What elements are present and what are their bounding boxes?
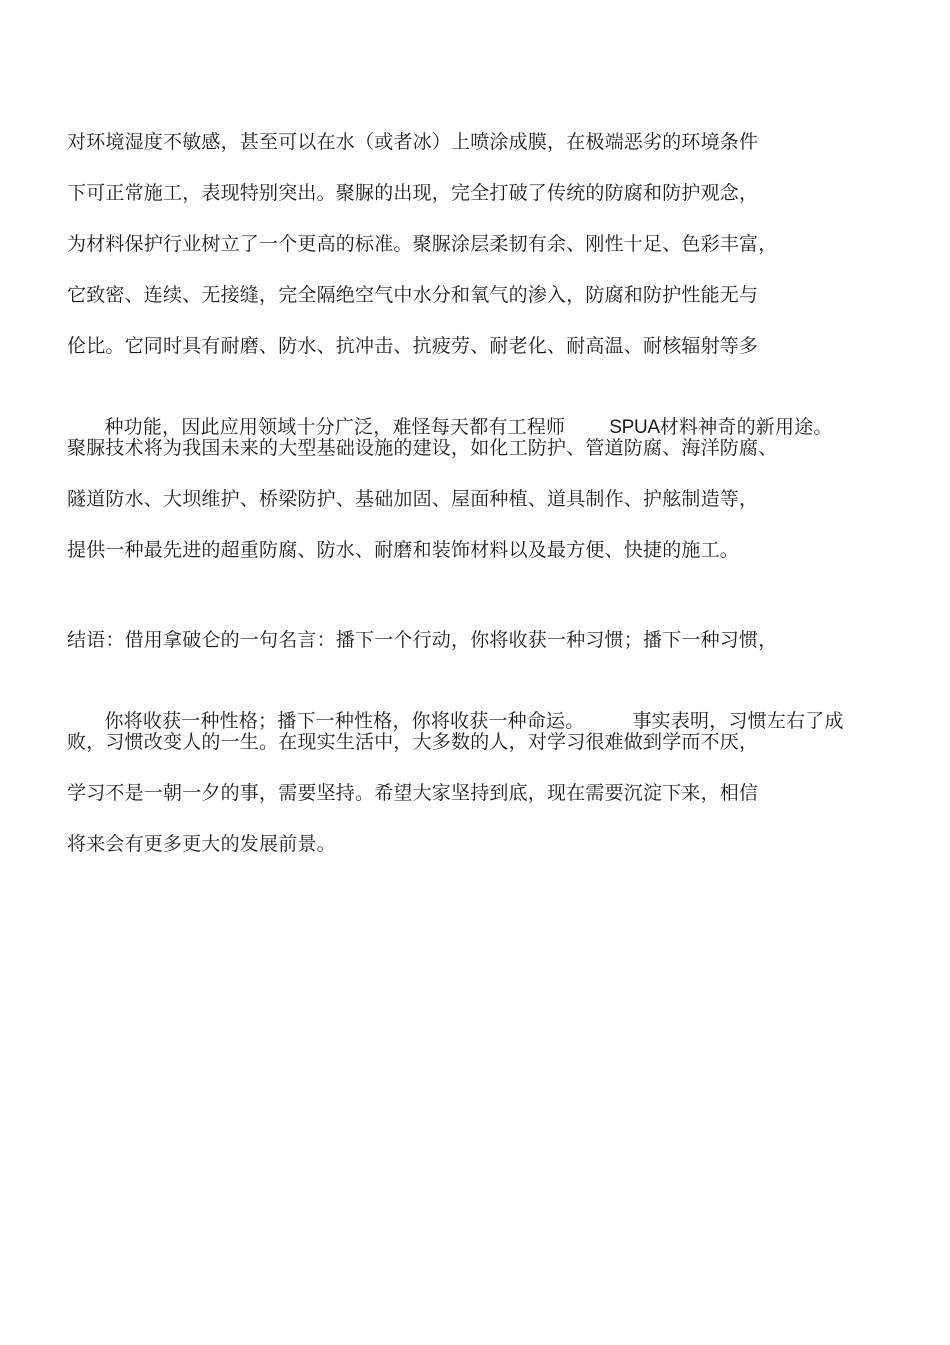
text-line: 败，习惯改变人的一生。在现实生活中，大多数的人，对学习很难做到学而不厌， bbox=[67, 731, 759, 753]
text-segment: 你将收获一种性格；播下一种性格，你将收获一种命运。 bbox=[104, 710, 585, 732]
text-line: 对环境湿度不敏感，甚至可以在水（或者冰）上喷涂成膜，在极端恶劣的环境条件 bbox=[67, 131, 759, 153]
text-line: 学习不是一朝一夕的事，需要坚持。希望大家坚持到底，现在需要沉淀下来，相信 bbox=[67, 782, 759, 804]
text-line: 它致密、连续、无接缝，完全隔绝空气中水分和氧气的渗入，防腐和防护性能无与 bbox=[67, 284, 759, 306]
text-line: 下可正常施工，表现特别突出。聚脲的出现，完全打破了传统的防腐和防护观念， bbox=[67, 182, 759, 204]
text-segment: 材料神奇的新用途。 bbox=[659, 416, 833, 438]
paragraph-conclusion bbox=[67, 625, 887, 880]
text-line: 隧道防水、大坝维护、桥梁防护、基础加固、屋面种植、道具制作、护舷制造等， bbox=[67, 488, 759, 510]
text-line: 伦比。它同时具有耐磨、防水、抗冲击、抗疲劳、耐老化、耐高温、耐核辐射等多 bbox=[67, 335, 759, 357]
paragraph-polyurea bbox=[67, 127, 887, 586]
text-segment: 种功能，因此应用领域十分广泛，难怪每天都有工程师 bbox=[104, 416, 566, 438]
spua-term: SPUA bbox=[609, 417, 660, 438]
text-segment: 事实表明，习惯左右了成 bbox=[632, 710, 844, 732]
text-line: 聚脲技术将为我国未来的大型基础设施的建设，如化工防护、管道防腐、海洋防腐、 bbox=[67, 437, 778, 459]
text-line: 为材料保护行业树立了一个更高的标准。聚脲涂层柔韧有余、刚性十足、色彩丰富， bbox=[67, 233, 778, 255]
text-line: 结语：借用拿破仑的一句名言：播下一个行动，你将收获一种习惯；播下一种习惯， bbox=[67, 629, 778, 651]
text-line: 提供一种最先进的超重防腐、防水、耐磨和装饰材料以及最方便、快捷的施工。 bbox=[67, 539, 740, 561]
text-line-spua bbox=[67, 382, 887, 438]
text-line: 将来会有更多更大的发展前景。 bbox=[67, 833, 336, 855]
text-line-split bbox=[67, 676, 887, 732]
